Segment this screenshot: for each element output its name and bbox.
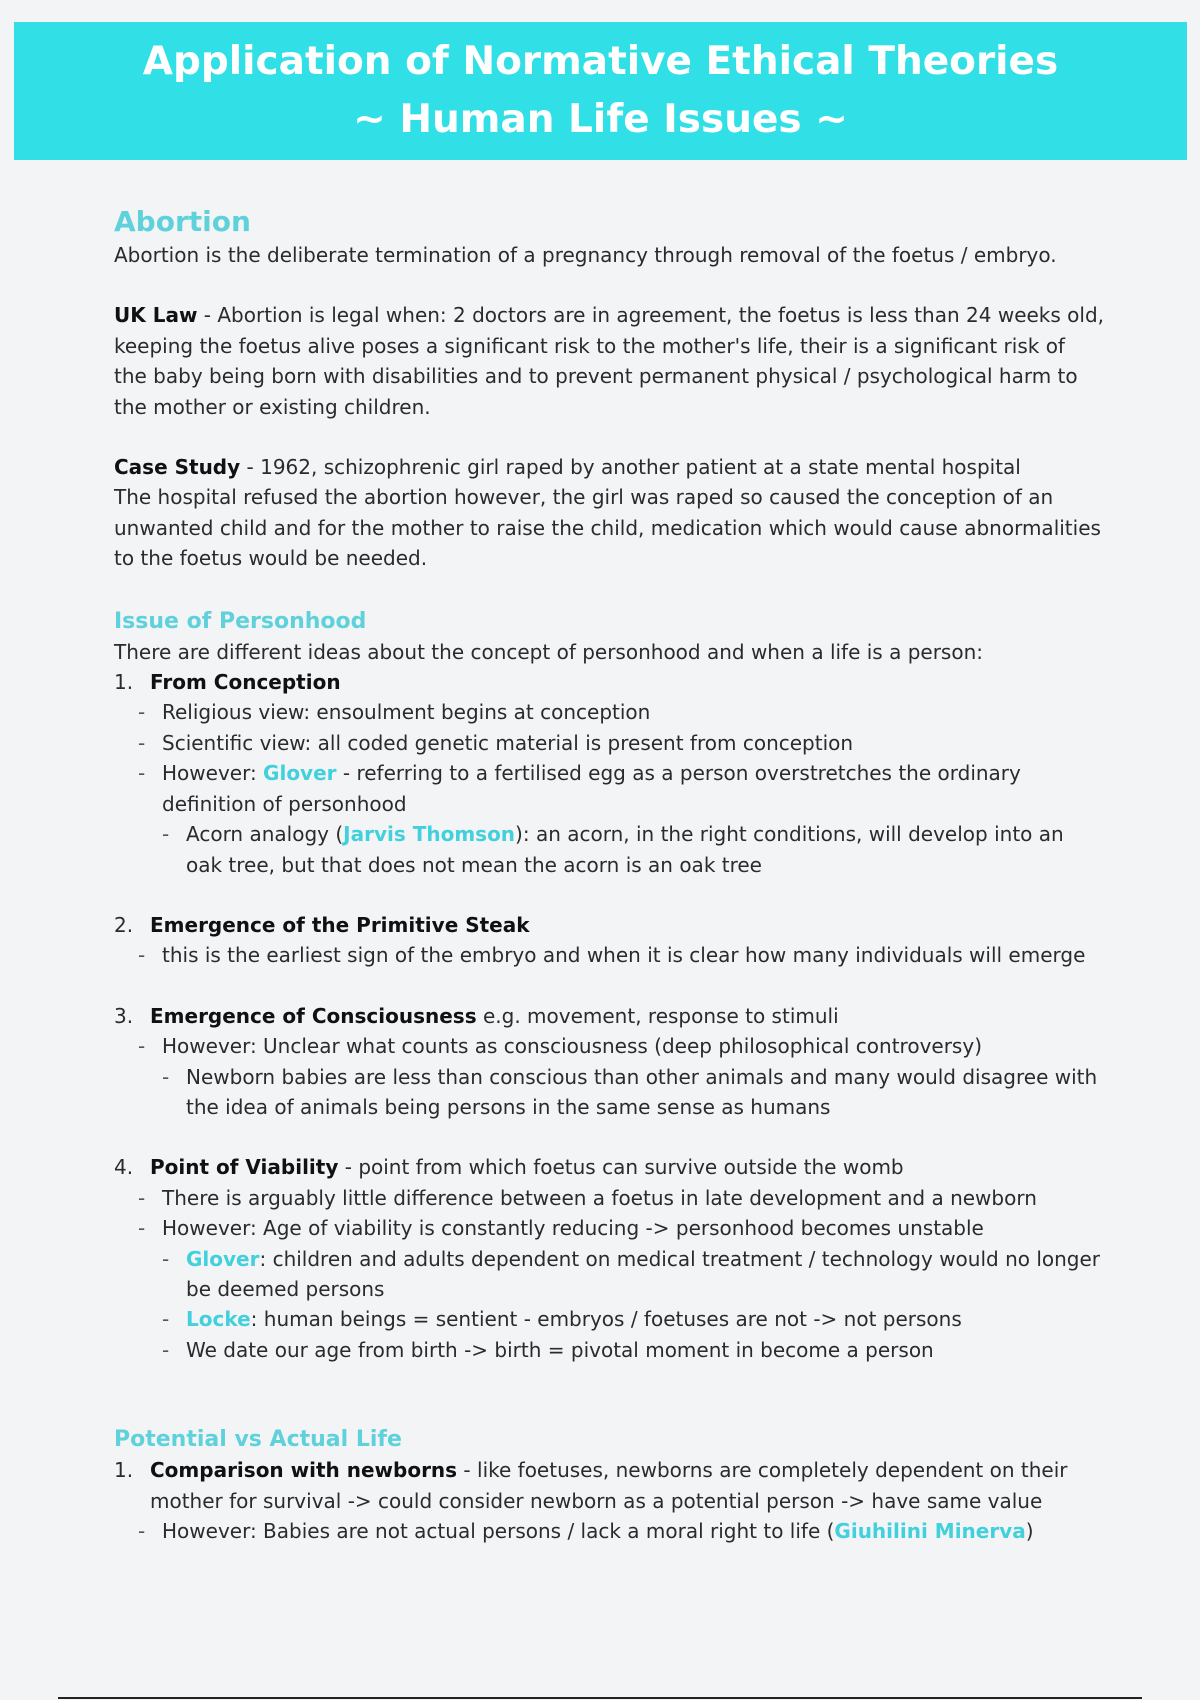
list-item-text: - point from which foetus can survive outside the womb <box>338 1155 904 1180</box>
dash-icon: - <box>138 943 146 968</box>
list-item-title: Emergence of the Primitive Steak <box>150 912 530 937</box>
list-item-title: Comparison with newborns <box>150 1458 458 1483</box>
abortion-heading: Abortion <box>114 205 251 238</box>
bullet <box>114 1516 1104 1546</box>
bullet-text: ): an acorn, in the right conditions, will develop into an oak tree, but that does not mean the acorn is an oak tree <box>186 822 1064 877</box>
case-study-line-2: The hospital refused the abortion however, the girl was raped so caused the conception of an unwanted child and for the mother to raise the child, medication which would cause abnormalities to the foetus would be needed. <box>114 485 1101 571</box>
dash-icon: - <box>162 1246 170 1271</box>
bullet-text: However: Babies are not actual persons / lack a moral right to life ( <box>162 1519 835 1543</box>
dash-icon: - <box>162 1064 170 1089</box>
dash-icon: - <box>162 1307 170 1332</box>
list-item <box>114 1152 1104 1182</box>
personhood-heading: Issue of Personhood <box>114 608 367 634</box>
author-jarvis-thomson: Jarvis Thomson <box>343 822 516 847</box>
author-giuhilini-minerva: Giuhilini Minerva <box>834 1519 1026 1543</box>
sub-bullet <box>114 819 1104 880</box>
list-number: 4. <box>114 1155 134 1180</box>
list-item-title: From Conception <box>150 670 341 695</box>
bullet <box>114 758 1104 819</box>
list-item <box>114 910 1104 940</box>
bullet-text: However: <box>162 761 264 786</box>
case-study-label: Case Study <box>114 455 241 480</box>
bullet-text: : human beings = sentient - embryos / foetuses are not -> not persons <box>250 1307 962 1332</box>
bullet-text: Religious view: ensoulment begins at conception <box>162 700 651 725</box>
list-number: 2. <box>114 912 134 937</box>
document-body <box>114 204 1104 1546</box>
dash-icon: - <box>138 1185 146 1210</box>
list-number: 1. <box>114 1458 134 1483</box>
dash-icon: - <box>138 730 146 755</box>
sub-bullet <box>114 1304 1104 1334</box>
bullet-text: ) <box>1025 1519 1034 1543</box>
bullet-text: We date our age from birth -> birth = pivotal moment in become a person <box>186 1337 934 1362</box>
list-item-title: Emergence of Consciousness <box>150 1003 477 1028</box>
personhood-intro: There are different ideas about the concept of personhood and when a life is a person: <box>114 639 983 664</box>
potential-heading: Potential vs Actual Life <box>114 1427 402 1453</box>
title-banner <box>14 22 1187 160</box>
dash-icon: - <box>138 761 146 786</box>
uk-law-text: - Abortion is legal when: 2 doctors are in agreement, the foetus is less than 24 weeks old, keeping the foetus alive poses a significant risk to the mother's life, their is a significant risk of the baby being born with disabilities and to prevent permanent physical / psychological harm to the mother or existing children. <box>114 303 1105 419</box>
bullet-text: Scientific view: all coded genetic material is present from conception <box>162 730 854 755</box>
uk-law-label: UK Law <box>114 303 198 328</box>
bullet-text: However: Unclear what counts as consciousness (deep philosophical controversy) <box>162 1034 982 1059</box>
dash-icon: - <box>138 700 146 725</box>
list-item-title: Point of Viability <box>150 1155 339 1180</box>
bullet-text: : children and adults dependent on medical treatment / technology would no longer be deemed persons <box>186 1246 1101 1301</box>
bullet <box>114 697 1104 727</box>
list-item-text: e.g. movement, response to stimuli <box>476 1003 839 1028</box>
uk-law-paragraph <box>114 300 1104 422</box>
list-item <box>114 1001 1104 1031</box>
sub-bullet <box>114 1244 1104 1305</box>
list-number: 3. <box>114 1003 134 1028</box>
list-item <box>114 667 1104 697</box>
dash-icon: - <box>138 1519 146 1543</box>
sub-bullet <box>114 1062 1104 1123</box>
dash-icon: - <box>138 1216 146 1241</box>
bullet-text: - referring to a fertilised egg as a person overstretches the ordinary definition of personhood <box>162 761 1021 816</box>
case-study-line-1: - 1962, schizophrenic girl raped by another patient at a state mental hospital <box>240 455 1021 480</box>
bullet-text: this is the earliest sign of the embryo and when it is clear how many individuals will emerge <box>162 943 1086 968</box>
case-study-paragraph <box>114 452 1104 482</box>
bullet-text: However: Age of viability is constantly reducing -> personhood becomes unstable <box>162 1216 984 1241</box>
footer-rule <box>58 1697 1142 1699</box>
author-locke: Locke <box>186 1307 251 1332</box>
dash-icon: - <box>162 1337 170 1362</box>
bullet <box>114 728 1104 758</box>
title-line-2: ~ Human Life Issues ~ <box>353 97 848 142</box>
list-item <box>114 1455 1104 1516</box>
list-number: 1. <box>114 670 134 695</box>
author-glover: Glover <box>186 1246 260 1271</box>
author-glover: Glover <box>263 761 337 786</box>
list-item-text: - like foetuses, newborns are completely dependent on their mother for survival -> could consider newborn as a potential person -> have same value <box>150 1458 1068 1513</box>
bullet <box>114 940 1104 970</box>
bullet-text: Acorn analogy ( <box>186 822 344 847</box>
sub-bullet <box>114 1335 1104 1365</box>
bullet-text: There is arguably little difference between a foetus in late development and a newborn <box>162 1185 1037 1210</box>
dash-icon: - <box>162 822 170 847</box>
dash-icon: - <box>138 1034 146 1059</box>
bullet <box>114 1031 1104 1061</box>
bullet <box>114 1183 1104 1213</box>
bullet <box>114 1213 1104 1243</box>
bullet-text: Newborn babies are less than conscious than other animals and many would disagree with the idea of animals being persons in the same sense as humans <box>186 1064 1098 1119</box>
title-line-1: Application of Normative Ethical Theories <box>142 39 1059 84</box>
abortion-definition: Abortion is the deliberate termination of a pregnancy through removal of the foetus / embryo. <box>114 243 1057 267</box>
